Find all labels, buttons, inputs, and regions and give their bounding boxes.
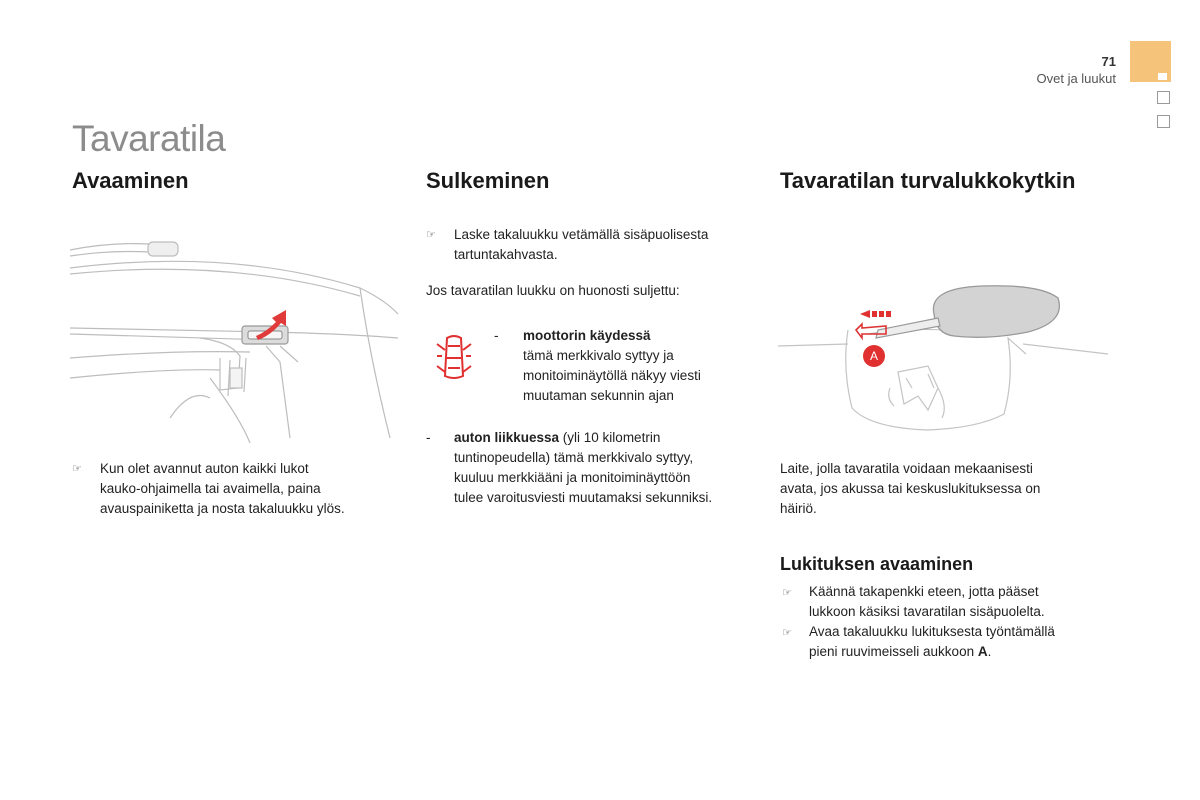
chapter-box	[1157, 91, 1170, 104]
unlock-step-1	[809, 582, 1045, 622]
text-span: (yli 10 kilometrin	[559, 430, 661, 445]
subheading-unlocking: Lukituksen avaaminen	[780, 554, 974, 574]
bullet-icon: ☞	[426, 229, 436, 241]
page-title: Tavaratila	[72, 118, 226, 159]
text-line: Käännä takapenkki eteen, jotta pääset	[809, 584, 1039, 599]
chapter-tab-marker	[1158, 73, 1167, 80]
text-line: tartuntakahvasta.	[454, 247, 558, 262]
text-line: avata, jos akussa tai keskuslukituksessa on	[780, 481, 1041, 496]
text-line: lukkoon käsiksi tavaratilan sisäpuolelta.	[809, 604, 1045, 619]
text-line: Kun olet avannut auton kaikki lukot	[100, 461, 309, 476]
text-span: .	[987, 644, 992, 659]
text-line: kauko-ohjaimella tai avaimella, paina	[100, 481, 321, 496]
text-line: avauspainiketta ja nosta takaluukku ylös.	[100, 501, 345, 516]
unlock-step-2	[809, 622, 1055, 662]
text-line	[809, 642, 1055, 662]
opening-text	[100, 459, 345, 519]
heading-opening: Avaaminen	[72, 168, 189, 193]
text-line: tulee varoitusviesti muutamaksi sekunniksi.	[454, 490, 713, 505]
heading-safety-lock: Tavaratilan turvalukkokytkin	[780, 168, 1076, 193]
text-line: Laske takaluukku vetämällä sisäpuolisesta	[454, 227, 709, 242]
text-line: Avaa takaluukku lukituksesta työntämällä	[809, 624, 1055, 639]
bullet-icon: ☞	[782, 587, 792, 599]
dash-marker: -	[426, 430, 431, 445]
text-line: kuuluu merkkiääni ja monitoiminäyttöön	[454, 470, 691, 485]
callout-reference: A	[977, 644, 988, 659]
page-number: 71	[1101, 54, 1116, 69]
chapter-box	[1157, 115, 1170, 128]
boot-lock-illustration	[778, 278, 1108, 448]
tailgate-opening-illustration	[70, 238, 400, 448]
closing-bullet	[454, 225, 708, 265]
text-line: Laite, jolla tavaratila voidaan mekaanisesti	[780, 461, 1033, 476]
engine-running-item	[523, 326, 701, 406]
bullet-icon: ☞	[72, 463, 82, 475]
text-line: muutaman sekunnin ajan	[523, 388, 674, 403]
dash-marker: -	[494, 328, 499, 343]
safety-lock-description	[780, 459, 1040, 519]
item-title: auton liikkuessa	[454, 430, 560, 445]
callout-a-badge: A	[863, 345, 885, 367]
open-door-warning-icon	[434, 332, 474, 384]
text-line: tuntinopeudella) tämä merkkivalo syttyy,	[454, 450, 694, 465]
heading-closing: Sulkeminen	[426, 168, 550, 193]
text-span: pieni ruuvimeisseli aukkoon	[809, 644, 978, 659]
vehicle-moving-item	[454, 428, 712, 508]
bullet-icon: ☞	[782, 627, 792, 639]
text-line: häiriö.	[780, 501, 817, 516]
section-name: Ovet ja luukut	[1036, 71, 1116, 86]
closing-intro: Jos tavaratilan luukku on huonosti suljettu:	[426, 283, 680, 298]
text-line: tämä merkkivalo syttyy ja	[523, 348, 674, 363]
item-first-line	[454, 428, 712, 448]
text-line: monitoiminäytöllä näkyy viesti	[523, 368, 701, 383]
item-title: moottorin käydessä	[523, 328, 651, 343]
